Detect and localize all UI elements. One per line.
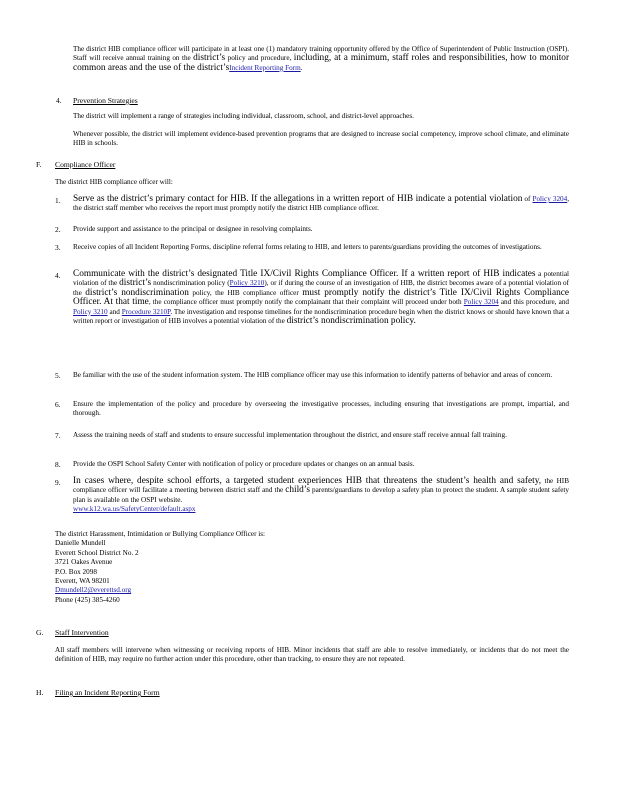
contact-po-box: P.O. Box 2098 [55, 567, 97, 576]
training-text-emphasis: district’s [193, 53, 226, 64]
policy-3210-link-2[interactable]: Policy 3210 [73, 307, 108, 316]
policy-3204-link[interactable]: Policy 3204 [532, 195, 568, 203]
item-4-text-7: and [109, 307, 120, 316]
contact-name: Danielle Mundell [55, 539, 106, 548]
compliance-officer-heading: Compliance Officer [55, 160, 116, 169]
item-4-text-5: , the compliance officer must promptly notify the complainant that their complaint will proceed under both [148, 298, 462, 307]
item-2-number: 2. [55, 225, 61, 234]
item-9-text-2: parents/guardians to develop a safety plan to protect the student. A sample student safety plan is available on the OSPI website. [73, 486, 569, 504]
compliance-lead: The district HIB compliance officer will: [55, 178, 173, 186]
contact-street: 3721 Oakes Avenue [55, 558, 113, 567]
item-4-text-4: policy, the HIB compliance officer [192, 288, 299, 297]
item-6: Ensure the implementation of the policy and procedure by overseeing the investigative processes, including ensuring that investigations are prompt, impartial, and thorough. [73, 400, 569, 418]
item-9-text-1: the HIB compliance officer will facilitate a meeting between district staff and the [73, 477, 569, 495]
staff-intervention-heading: Staff Intervention [55, 628, 109, 637]
prevention-paragraph-1: The district will implement a range of strategies including individual, classroom, school, and district-level approaches. [73, 112, 414, 120]
contact-block [55, 530, 555, 605]
item-4-emphasis-5: district’s nondiscrimination policy. [286, 316, 416, 327]
item-1-emphasis: Serve as the district’s primary contact for HIB. If the allegations in a written report of HIB indicate a potential violation [73, 194, 523, 204]
section-f-letter: F. [36, 160, 42, 169]
training-text-continued: policy and procedure, [227, 54, 292, 63]
training-text-emphasis-2: including, at a minimum, staff roles and responsibilities, how to monitor common areas and the use of the district’s [73, 53, 570, 73]
section-4-number: 4. [56, 96, 62, 105]
item-1-number: 1. [55, 196, 61, 205]
contact-phone: Phone (425) 385-4260 [55, 595, 120, 604]
item-4-number: 4. [55, 271, 61, 280]
item-1-text: of [524, 195, 531, 203]
item-5-number: 5. [55, 371, 61, 380]
item-4-text-1: a potential violation of the [73, 270, 570, 288]
item-4-text-8: . The investigation and response timelines for the nondiscrimination procedure begin when the district knows or should have known that a written report or investigation of HIB involves a potential violation of the [73, 307, 570, 326]
contact-district: Everett School District No. 2 [55, 548, 139, 557]
item-8-number: 8. [55, 460, 61, 469]
incident-reporting-form-link[interactable]: Incident Reporting Form [229, 63, 301, 72]
section-h-letter: H. [36, 688, 44, 697]
item-1 [73, 195, 569, 214]
procedure-3210p-link[interactable]: Procedure 3210P [121, 307, 171, 316]
prevention-strategies-heading: Prevention Strategies [73, 96, 138, 105]
prevention-paragraph-2: Whenever possible, the district will implement evidence-based prevention programs that are designed to increase social competency, improve school climate, and eliminate HIB in schools. [73, 130, 569, 148]
item-4-emphasis-3: district’s nondiscrimination [85, 287, 189, 298]
item-9-emphasis-1: In cases where, despite school efforts, a targeted student experiences HIB that threatens the student’s health and safety, [73, 476, 542, 486]
item-7: Assess the training needs of staff and students to ensure successful implementation throughout the district, and ensure staff receive annual fall training. [73, 431, 507, 439]
item-4 [73, 270, 569, 326]
item-9 [73, 477, 569, 515]
ospi-safety-center-link[interactable]: www.k12.wa.us/SafetyCenter/default.aspx [73, 505, 196, 514]
item-7-number: 7. [55, 431, 61, 440]
item-4-emphasis-4: must promptly notify the district’s Title IX/Civil Rights Compliance Officer. At that time [73, 287, 570, 308]
training-text: The district HIB compliance officer will participate in at least one (1) mandatory training opportunity offered by the Office of Superintendent of Public Instruction (OSPI). Staff will receive annual training on the [73, 45, 569, 63]
policy-3210-link[interactable]: Policy 3210 [229, 279, 265, 288]
training-paragraph [73, 45, 569, 73]
contact-intro: The district Harassment, Intimidation or Bullying Compliance Officer is: [55, 530, 266, 538]
contact-email-link[interactable]: Dmundell2@everettsd.org [55, 586, 132, 595]
item-6-number: 6. [55, 400, 61, 409]
item-5: Be familiar with the use of the student information system. The HIB compliance officer may use this information to identify patterns of behavior and areas of concern. [73, 371, 553, 379]
item-3: Receive copies of all Incident Reporting Forms, discipline referral forms relating to HIB, and letters to parents/guardians providing the outcomes of investigations. [73, 243, 542, 251]
item-4-emphasis-1: Communicate with the district’s designated Title IX/Civil Rights Compliance Officer. If a written report of HIB indicates [73, 269, 536, 279]
period: . [300, 63, 303, 72]
item-4-text-2: nondiscrimination policy ( [153, 279, 230, 288]
item-1-text-2: , the district staff member who receives the report must promptly notify the district HIB compliance officer. [73, 195, 570, 213]
item-4-text-3: ), or if during the course of an investigation of HIB, the district becomes aware of a potential violation of the [73, 279, 569, 297]
filing-incident-form-heading: Filing an Incident Reporting Form [55, 688, 160, 697]
staff-intervention-paragraph: All staff members will intervene when witnessing or receiving reports of HIB. Minor incidents that staff are able to resolve immediately, or incidents that do not meet the definition of HIB, may require no further action under this procedure, other than tracking, to ensure they are not repeated. [55, 646, 569, 664]
contact-city: Everett, WA 98201 [55, 577, 110, 586]
item-4-emphasis-2: district’s [119, 278, 152, 289]
item-3-number: 3. [55, 243, 61, 252]
item-2: Provide support and assistance to the principal or designee in resolving complaints. [73, 225, 313, 233]
policy-3204-link-2[interactable]: Policy 3204 [463, 298, 499, 307]
item-8: Provide the OSPI School Safety Center with notification of policy or procedure updates or changes on an annual basis. [73, 460, 415, 468]
section-g-letter: G. [36, 628, 44, 637]
item-4-text-6: and this procedure, and [500, 298, 570, 307]
item-9-number: 9. [55, 478, 61, 487]
item-9-emphasis-2: child’s [285, 485, 311, 496]
